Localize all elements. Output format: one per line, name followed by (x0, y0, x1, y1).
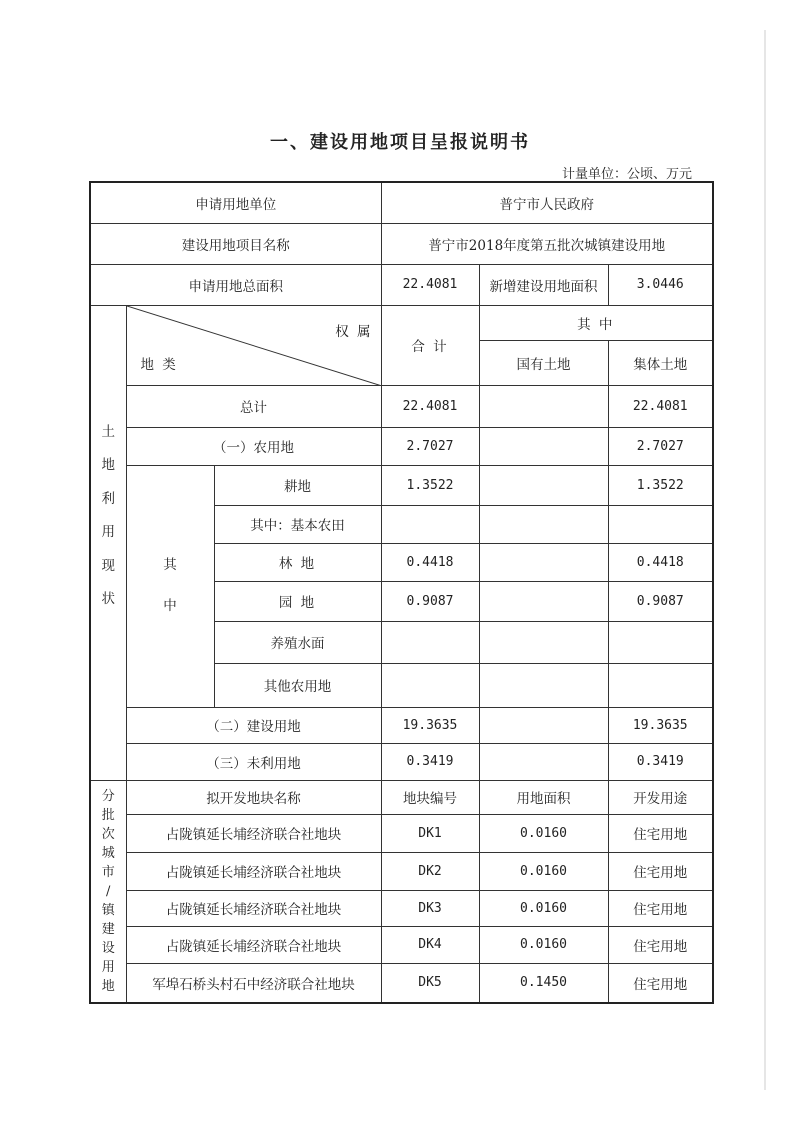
vertical-char: 建 (101, 921, 115, 937)
collective-cell: 0.3419 (608, 743, 713, 780)
table-row (90, 743, 713, 780)
sum-cell (381, 663, 479, 707)
plot-row (90, 926, 713, 963)
row-label: （三）未利用地 (126, 743, 381, 780)
plot-code: DK3 (381, 890, 479, 926)
vertical-char: 市 (101, 864, 115, 880)
sum-cell: 1.3522 (381, 465, 479, 505)
sum-cell: 22.4081 (381, 385, 479, 427)
applicant-label: 申请用地单位 (90, 182, 381, 223)
state-cell (479, 465, 608, 505)
plot-area: 0.0160 (479, 926, 608, 963)
state-cell (479, 385, 608, 427)
plot-area-header: 用地面积 (479, 780, 608, 814)
row-label: 林 地 (214, 543, 381, 581)
vertical-char: 设 (101, 940, 115, 956)
vertical-char: 城 (101, 845, 115, 861)
qizhong-label (126, 465, 214, 707)
vertical-char: 中 (163, 598, 177, 614)
row-label: 总计 (126, 385, 381, 427)
plot-use-header: 开发用途 (608, 780, 713, 814)
row-label: 耕地 (214, 465, 381, 505)
collective-cell: 1.3522 (608, 465, 713, 505)
vertical-char: / (106, 883, 111, 899)
plot-use: 住宅用地 (608, 963, 713, 1003)
vertical-char: 次 (101, 826, 115, 842)
vertical-char: 批 (101, 807, 115, 823)
unit-note: 计量单位：公顷、万元 (561, 167, 692, 182)
project-name-row (90, 223, 713, 264)
plot-code: DK4 (381, 926, 479, 963)
state-cell (479, 707, 608, 743)
project-name-value: 普宁市2018年度第五批次城镇建设用地 (381, 223, 713, 264)
row-label: 其他农用地 (214, 663, 381, 707)
vertical-char: 用 (101, 524, 115, 540)
plot-code-header: 地块编号 (381, 780, 479, 814)
sum-cell (381, 621, 479, 663)
plots-header-row (90, 780, 713, 814)
plot-row (90, 963, 713, 1003)
collective-cell: 0.4418 (608, 543, 713, 581)
header-row-1 (90, 305, 713, 340)
vertical-char: 土 (101, 423, 115, 440)
row-label: 其中：基本农田 (214, 505, 381, 543)
area-row (90, 264, 713, 305)
project-report-table (89, 181, 714, 1004)
state-cell (479, 743, 608, 780)
state-cell (479, 505, 608, 543)
table-row (90, 385, 713, 427)
sum-cell: 0.9087 (381, 581, 479, 621)
plot-use: 住宅用地 (608, 926, 713, 963)
table-row (90, 707, 713, 743)
plot-code: DK5 (381, 963, 479, 1003)
plot-use: 住宅用地 (608, 852, 713, 890)
batch-label (90, 780, 126, 1003)
collective-cell (608, 621, 713, 663)
plot-area: 0.0160 (479, 814, 608, 852)
state-cell (479, 543, 608, 581)
applicant-value: 普宁市人民政府 (381, 182, 713, 223)
new-area-value: 3.0446 (608, 264, 713, 305)
state-owned-header: 国有土地 (479, 340, 608, 385)
landtype-label: 地 类 (140, 356, 178, 373)
vertical-char: 其 (163, 556, 177, 573)
sum-cell (381, 505, 479, 543)
vertical-char: 用 (101, 959, 115, 975)
vertical-char: 镇 (101, 902, 115, 918)
collective-cell (608, 505, 713, 543)
project-name-label: 建设用地项目名称 (90, 223, 381, 264)
sum-cell: 0.3419 (381, 743, 479, 780)
table-row (90, 465, 713, 505)
plot-area: 0.0160 (479, 852, 608, 890)
state-cell (479, 621, 608, 663)
ownership-label: 权 属 (335, 323, 373, 340)
vertical-char: 状 (101, 591, 115, 607)
plot-name: 占陇镇延长埔经济联合社地块 (126, 852, 381, 890)
page-title: 一、建设用地项目呈报说明书 (270, 132, 530, 153)
collective-cell (608, 663, 713, 707)
plot-name: 占陇镇延长埔经济联合社地块 (126, 926, 381, 963)
vertical-char: 利 (101, 490, 115, 507)
plot-name-header: 拟开发地块名称 (126, 780, 381, 814)
plot-name: 占陇镇延长埔经济联合社地块 (126, 814, 381, 852)
scan-edge-line (764, 30, 766, 1090)
plot-name: 军埠石桥头村石中经济联合社地块 (126, 963, 381, 1003)
plot-use: 住宅用地 (608, 814, 713, 852)
plot-row (90, 852, 713, 890)
state-cell (479, 663, 608, 707)
state-cell (479, 427, 608, 465)
row-label: 养殖水面 (214, 621, 381, 663)
plot-use: 住宅用地 (608, 890, 713, 926)
table-row (90, 427, 713, 465)
plot-name: 占陇镇延长埔经济联合社地块 (126, 890, 381, 926)
plot-row (90, 814, 713, 852)
plot-code: DK2 (381, 852, 479, 890)
row-label: （一）农用地 (126, 427, 381, 465)
diagonal-header-cell (126, 305, 381, 385)
collective-cell: 22.4081 (608, 385, 713, 427)
plot-row (90, 890, 713, 926)
sum-cell: 2.7027 (381, 427, 479, 465)
sum-header: 合 计 (381, 305, 479, 385)
collective-cell: 19.3635 (608, 707, 713, 743)
vertical-char: 现 (101, 557, 115, 574)
state-cell (479, 581, 608, 621)
collective-cell: 2.7027 (608, 427, 713, 465)
vertical-char: 地 (101, 978, 115, 994)
vertical-char: 地 (101, 457, 115, 473)
total-area-label: 申请用地总面积 (90, 264, 381, 305)
row-label: （二）建设用地 (126, 707, 381, 743)
of-which-header: 其 中 (479, 305, 713, 340)
plot-code: DK1 (381, 814, 479, 852)
collective-cell: 0.9087 (608, 581, 713, 621)
collective-header: 集体土地 (608, 340, 713, 385)
vertical-char: 分 (101, 788, 115, 804)
land-use-status-label (90, 305, 126, 780)
total-area-value: 22.4081 (381, 264, 479, 305)
sum-cell: 19.3635 (381, 707, 479, 743)
plot-area: 0.0160 (479, 890, 608, 926)
plot-area: 0.1450 (479, 963, 608, 1003)
diagonal-line (127, 306, 382, 386)
new-area-label: 新增建设用地面积 (479, 264, 608, 305)
sum-cell: 0.4418 (381, 543, 479, 581)
applicant-row (90, 182, 713, 223)
row-label: 园 地 (214, 581, 381, 621)
